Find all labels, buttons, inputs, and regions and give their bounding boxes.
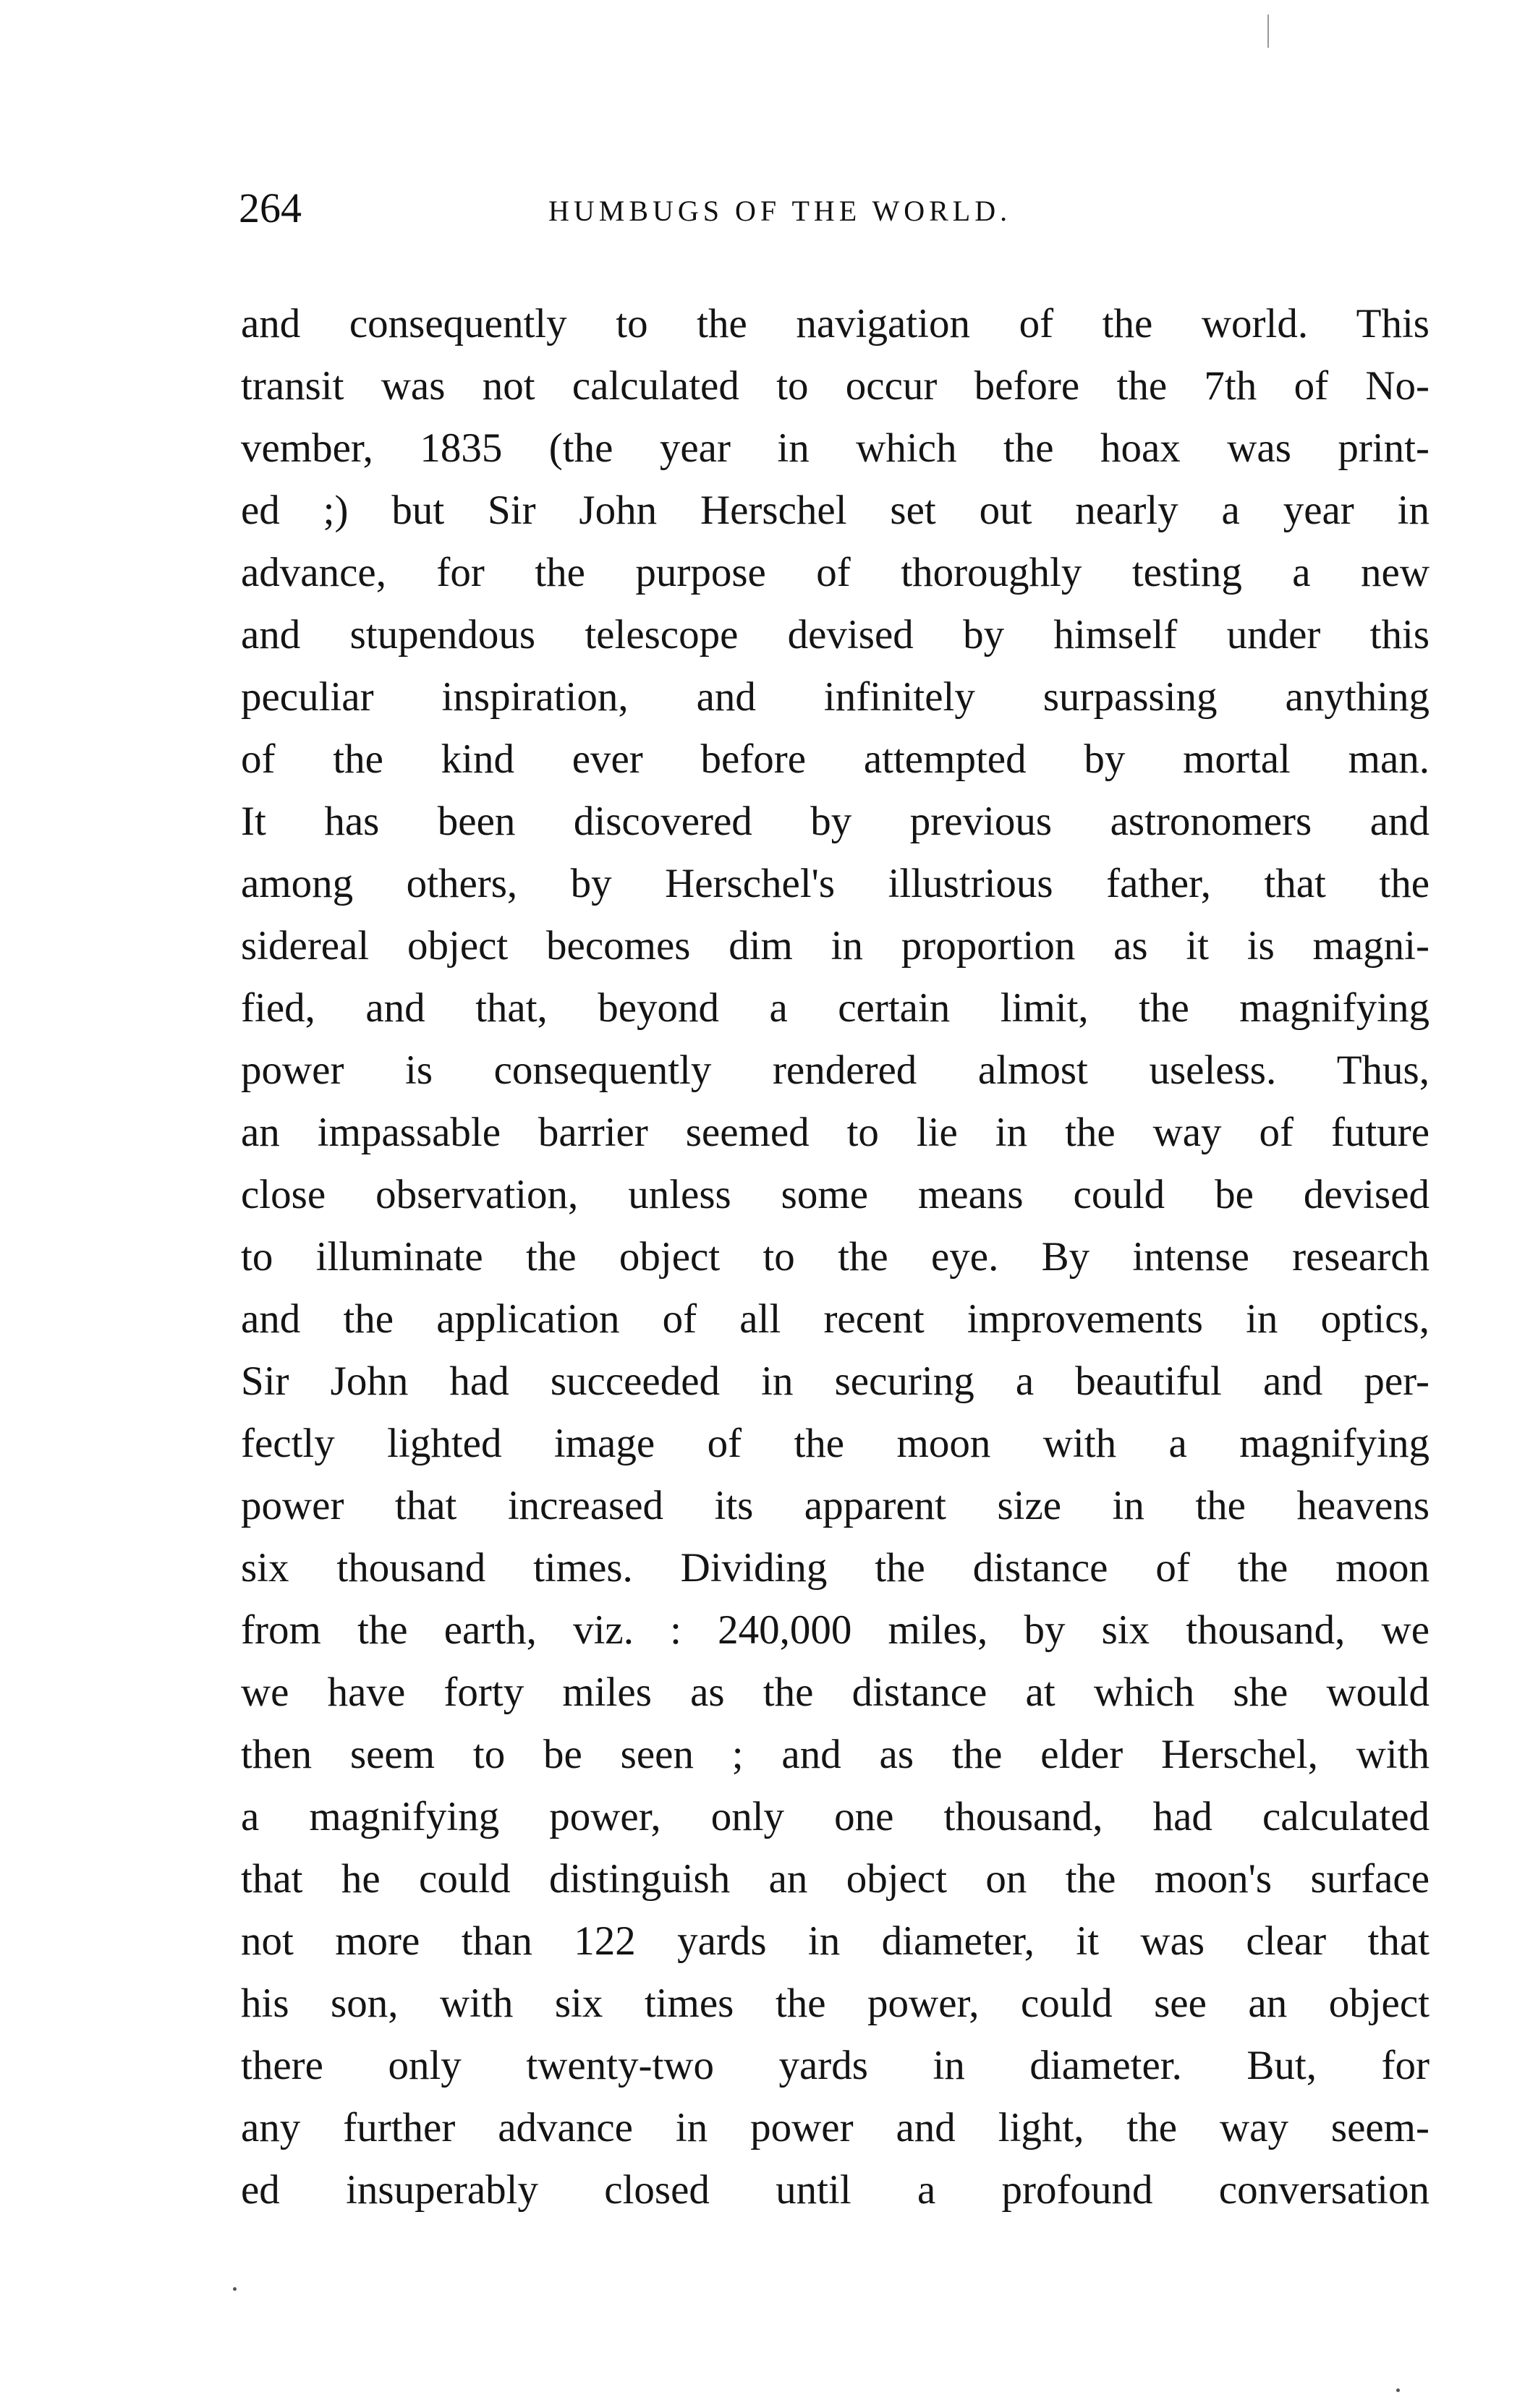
text-line: ed insuperably closed until a profound conversation: [241, 2167, 1430, 2213]
text-line: not more than 122 yards in diameter, it was clear that: [241, 1918, 1430, 1964]
page-header: [239, 179, 1447, 237]
text-line: It has been discovered by previous astronomers and: [241, 799, 1430, 844]
text-line: Sir John had succeeded in securing a beautiful and per-: [241, 1358, 1430, 1404]
running-head: HUMBUGS OF THE WORLD.: [548, 195, 1012, 227]
text-line: advance, for the purpose of thoroughly testing a new: [241, 550, 1430, 595]
text-line: from the earth, viz. : 240,000 miles, by six thousand, we: [241, 1607, 1430, 1653]
text-line: of the kind ever before attempted by mortal man.: [241, 736, 1430, 782]
text-line: there only twenty-two yards in diameter. But, for: [241, 2043, 1430, 2088]
text-line: a magnifying power, only one thousand, had calculated: [241, 1794, 1430, 1839]
text-line: peculiar inspiration, and infinitely surpassing anything: [241, 674, 1430, 720]
text-line: his son, with six times the power, could see an object: [241, 1981, 1430, 2026]
text-line: we have forty miles as the distance at which she would: [241, 1669, 1430, 1715]
text-line: and stupendous telescope devised by himself under this: [241, 612, 1430, 658]
text-line: to illuminate the object to the eye. By intense research: [241, 1234, 1430, 1280]
text-line: any further advance in power and light, the way seem-: [241, 2105, 1430, 2150]
text-line: then seem to be seen ; and as the elder Herschel, with: [241, 1732, 1430, 1777]
text-line: close observation, unless some means could be devised: [241, 1172, 1430, 1217]
text-line: an impassable barrier seemed to lie in the way of future: [241, 1110, 1430, 1155]
text-line: six thousand times. Dividing the distance of the moon: [241, 1545, 1430, 1591]
page-number: 264: [239, 184, 302, 231]
text-line: power is consequently rendered almost useless. Thus,: [241, 1047, 1430, 1093]
scan-speck: [233, 2287, 237, 2291]
text-line: sidereal object becomes dim in proportion as it is magni-: [241, 923, 1430, 969]
text-line: fectly lighted image of the moon with a magnifying: [241, 1421, 1430, 1466]
scan-edge-mark: [1267, 14, 1269, 48]
text-line: among others, by Herschel's illustrious father, that the: [241, 861, 1430, 906]
scan-speck: [1396, 2388, 1400, 2392]
text-line: transit was not calculated to occur before the 7th of No-: [241, 363, 1430, 409]
text-line: ed ;) but Sir John Herschel set out nearly a year in: [241, 488, 1430, 533]
text-line: that he could distinguish an object on the moon's surface: [241, 1856, 1430, 1902]
text-line: and the application of all recent improvements in optics,: [241, 1296, 1430, 1342]
body-text: [241, 293, 1430, 2221]
text-line: power that increased its apparent size in the heavens: [241, 1483, 1430, 1528]
text-line: fied, and that, beyond a certain limit, the magnifying: [241, 985, 1430, 1031]
text-line: vember, 1835 (the year in which the hoax was print-: [241, 425, 1430, 471]
text-line: and consequently to the navigation of the world. This: [241, 301, 1430, 346]
